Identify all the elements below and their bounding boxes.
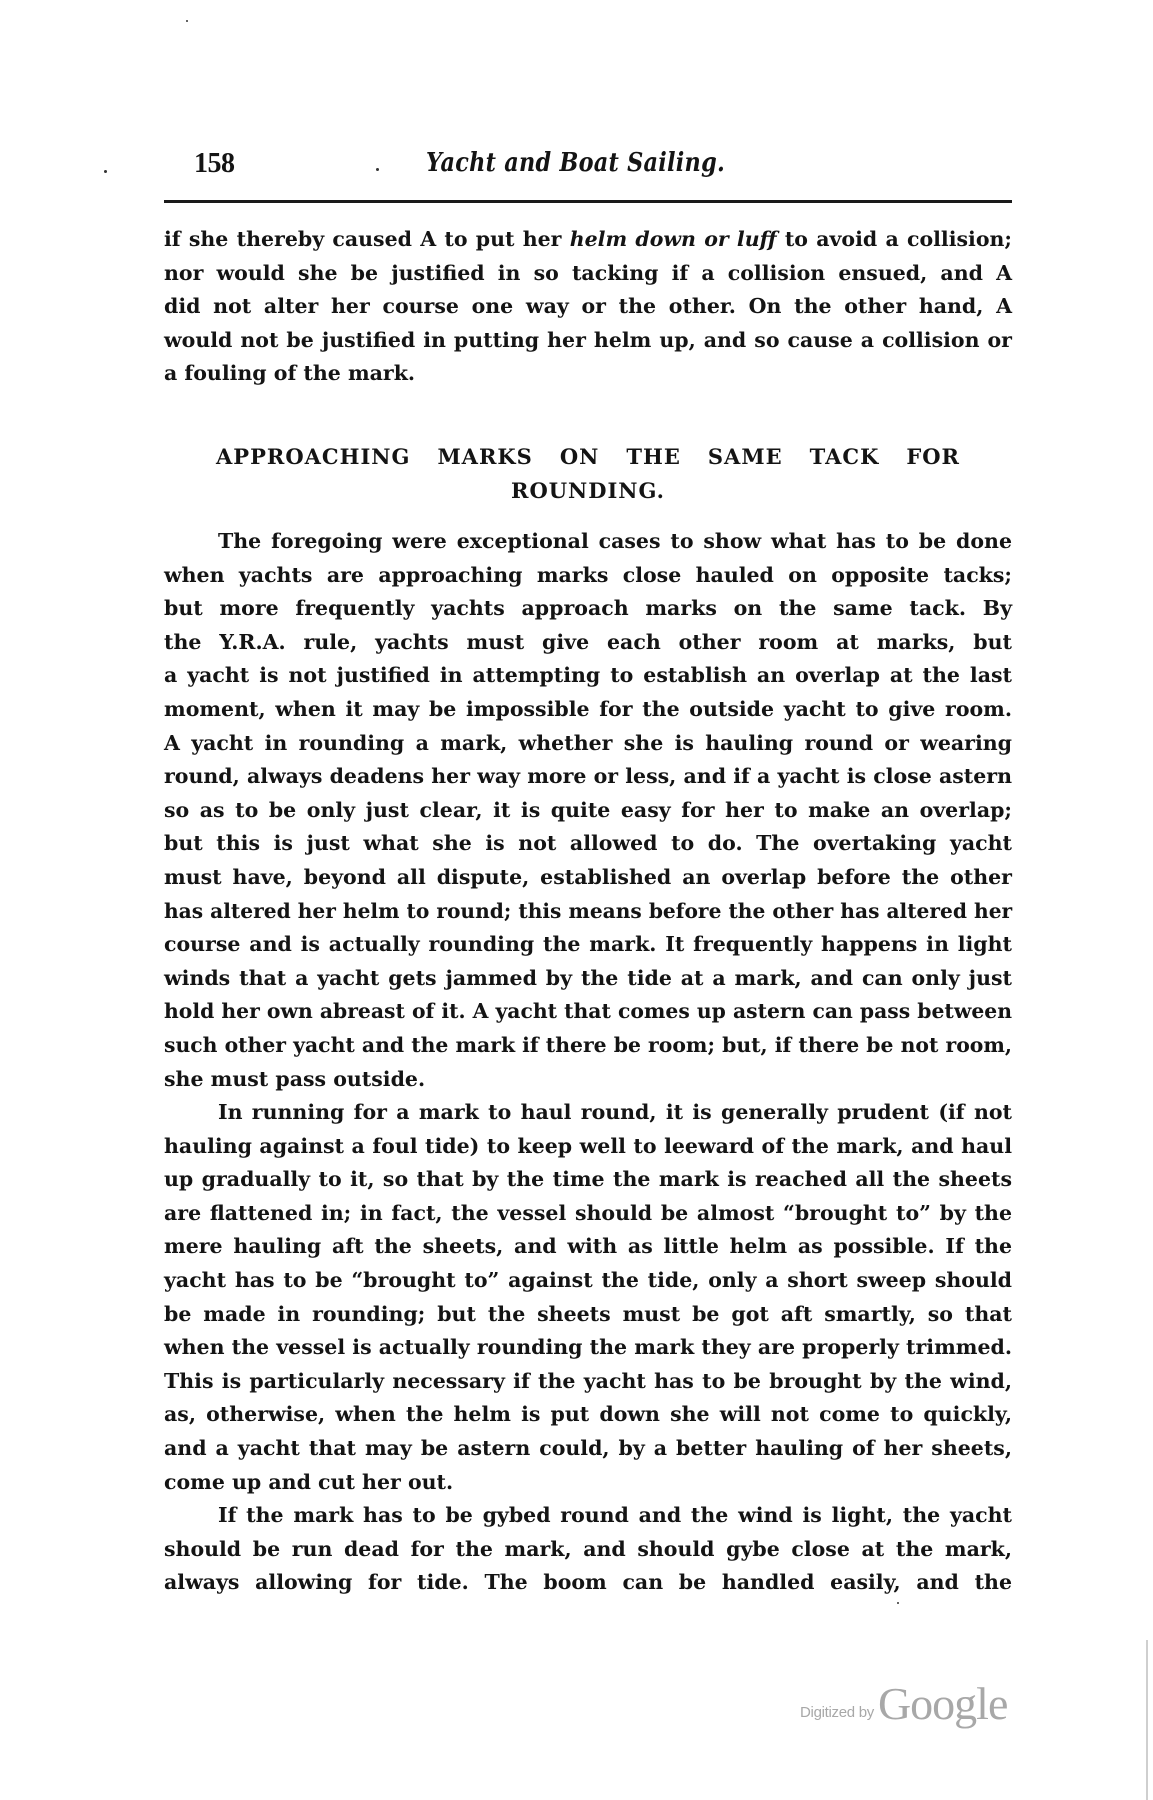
header-rule (164, 200, 1012, 203)
text-line: a yacht is not justified in attempting to establish an overlap at the last (164, 663, 1012, 688)
text-line: The foregoing were exceptional cases to show what has to be done (218, 529, 1012, 553)
paragraph-1 (164, 525, 1012, 1096)
text-line: always allowing for tide. The boom can be handled easily, and the (164, 1570, 1012, 1595)
page-number: 158 (194, 148, 235, 179)
text-line: hold her own abreast of it. A yacht that comes up astern can pass between (164, 999, 1012, 1024)
text-line: when yachts are approaching marks close hauled on opposite tacks; (164, 562, 1012, 587)
text-line: up gradually to it, so that by the time the mark is reached all the sheets (164, 1167, 1012, 1192)
text-line: be made in rounding; but the sheets must be got aft smartly, so that (164, 1301, 1012, 1326)
section-heading (164, 440, 1012, 508)
text-line: round, always deadens her way more or less, and if a yacht is close astern (164, 764, 1012, 789)
text-line: yacht has to be “brought to” against the tide, only a short sweep should (164, 1267, 1012, 1292)
text-line: A yacht in rounding a mark, whether she is hauling round or wearing (164, 730, 1012, 755)
text-line: nor would she be justified in so tacking if a collision ensued, and A (164, 260, 1012, 285)
print-speck (104, 170, 107, 173)
text-line: but this is just what she is not allowed to do. The overtaking yacht (164, 831, 1012, 856)
text-line: winds that a yacht gets jammed by the tide at a mark, and can only just (164, 965, 1012, 990)
text-line: so as to be only just clear, it is quite easy for her to make an overlap; (164, 797, 1012, 822)
text-line: mere hauling aft the sheets, and with as little helm as possible. If the (164, 1234, 1012, 1259)
running-head (164, 148, 1012, 188)
print-speck (376, 168, 379, 171)
text-line: would not be justified in putting her helm up, and so cause a collision or (164, 327, 1012, 352)
text-line: the Y.R.A. rule, yachts must give each other room at marks, but (164, 629, 1012, 654)
heading-line-2: ROUNDING. (511, 478, 665, 503)
text-line: In running for a mark to haul round, it is generally prudent (if not (218, 1100, 1012, 1124)
digitized-by-google-watermark (800, 1670, 1007, 1730)
print-speck (897, 1602, 899, 1604)
text-line: she must pass outside. (164, 1066, 426, 1091)
text-line: come up and cut her out. (164, 1469, 454, 1494)
text-line: must have, beyond all dispute, established an overlap before the other (164, 864, 1012, 889)
text-line: If the mark has to be gybed round and the wind is light, the yacht (218, 1503, 1012, 1527)
italic-phrase: helm down or luff (569, 227, 777, 251)
continuation-paragraph (164, 223, 1012, 391)
running-title: Yacht and Boat Sailing. (426, 148, 726, 178)
text-line: such other yacht and the mark if there be room; but, if there be not room, (164, 1032, 1013, 1057)
paragraph-2 (164, 1096, 1012, 1499)
text-line: This is particularly necessary if the yacht has to be brought by the wind, (164, 1368, 1012, 1393)
paragraph-3 (164, 1499, 1012, 1600)
text-line: are flattened in; in fact, the vessel should be almost “brought to” by the (164, 1200, 1012, 1225)
text-line: if she thereby caused A to put her helm down or luff to avoid a collision; (164, 227, 1012, 251)
scan-edge (1146, 1640, 1148, 1800)
google-logo-text: Google (877, 1678, 1008, 1729)
print-speck (186, 20, 188, 22)
watermark-prefix: Digitized by (800, 1704, 874, 1721)
text-line: has altered her helm to round; this means before the other has altered her (164, 898, 1013, 923)
text-line: hauling against a foul tide) to keep well to leeward of the mark, and haul (164, 1133, 1012, 1158)
heading-line-1: APPROACHING MARKS ON THE SAME TACK FOR (216, 444, 960, 469)
text-line: but more frequently yachts approach marks on the same tack. By (164, 596, 1012, 621)
text-line: should be run dead for the mark, and should gybe close at the mark, (164, 1536, 1012, 1561)
text-line: did not alter her course one way or the other. On the other hand, A (164, 294, 1012, 319)
text-line: moment, when it may be impossible for the outside yacht to give room. (164, 696, 1012, 721)
text-line: course and is actually rounding the mark. It frequently happens in light (164, 932, 1012, 957)
text-line: as, otherwise, when the helm is put down she will not come to quickly, (164, 1402, 1012, 1427)
text-line: and a yacht that may be astern could, by a better hauling of her sheets, (164, 1435, 1012, 1460)
text-line: when the vessel is actually rounding the mark they are properly trimmed. (164, 1335, 1012, 1360)
text-line: a fouling of the mark. (164, 361, 416, 386)
